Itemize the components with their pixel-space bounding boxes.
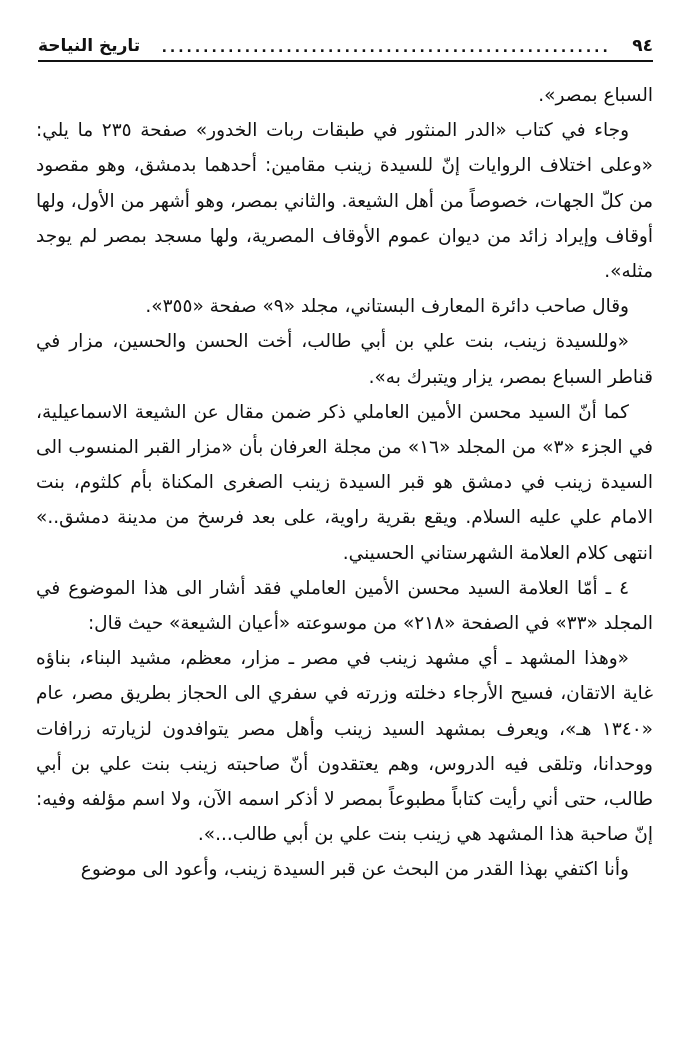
page-header xyxy=(38,30,653,62)
page-body xyxy=(36,78,653,888)
paragraph: «وللسيدة زينب، بنت علي بن أبي طالب، أخت الحسن والحسين، مزار في قناطر السباع بمصر، يزار ويتبرك به». xyxy=(36,331,653,388)
paragraph: وقال صاحب دائرة المعارف البستاني، مجلد «٩» صفحة «٣٥٥». xyxy=(145,296,629,318)
running-title: تاريخ النياحة xyxy=(38,36,141,56)
paragraph: السباع بمصر». xyxy=(538,85,653,106)
paragraph: كما أنّ السيد محسن الأمين العاملي ذكر ضمن مقال عن الشيعة الاسماعيلية، في الجزء «٣» من المجلد «١٦» من مجلة العرفان بأن «مزار القبر المنسوب الى السيدة زينب في دمشق هو قبر السيدة زينب الصغرى المكناة بأم كلثوم، بنت الامام علي عليه السلام. ويقع بقرية راوية، على بعد فرسخ من مدينة دمشق..» انتهى كلام العلامة الشهرستاني الحسيني. xyxy=(36,401,654,564)
header-leader-dots: ...................................................... xyxy=(161,40,611,56)
paragraph: وأنا اكتفي بهذا القدر من البحث عن قبر السيدة زينب، وأعود الى موضوع xyxy=(80,859,629,881)
paragraph: ٤ ـ أمّا العلامة السيد محسن الأمين العاملي فقد أشار الى هذا الموضوع في المجلد «٣٣» في الصفحة «٢١٨» من موسوعته «أعيان الشيعة» حيث قال: xyxy=(36,577,653,635)
paragraph: وجاء في كتاب «الدر المنثور في طبقات ربات الخدور» صفحة ٢٣٥ ما يلي: «وعلى اختلاف الروايات إنّ للسيدة زينب مقامين: أحدهما بدمشق، وهو مقصود من كلّ الجهات، خصوصاً من أهل الشيعة. والثاني بمصر، وهو أشهر من الأول، ولها أوقاف وإيراد زائد من ديوان عموم الأوقاف المصرية، ولها مسجد بمصر لم يوجد مثله». xyxy=(36,120,653,283)
page-number: ٩٤ xyxy=(632,36,653,56)
paragraph: «وهذا المشهد ـ أي مشهد زينب في مصر ـ مزار، معظم، مشيد البناء، بناؤه غاية الاتقان، فسيح الأرجاء دخلته وزرته في سفري الى الحجاز بطريق مصر، عام «١٣٤٠ هـ»، ويعرف بمشهد السيد زينب وأهل مصر يتوافدون لزيارته زرافات ووحدانا، وتلقى فيه الدروس، وهم يعتقدون أنّ صاحبته زينب بنت علي بن أبي طالب، حتى أني رأيت كتاباً مطبوعاً بمصر لا أذكر اسمه الآن، ولا اسم مؤلفه وفيه: إنّ صاحبة هذا المشهد هي زينب بنت علي بن أبي طالب...». xyxy=(36,648,653,846)
